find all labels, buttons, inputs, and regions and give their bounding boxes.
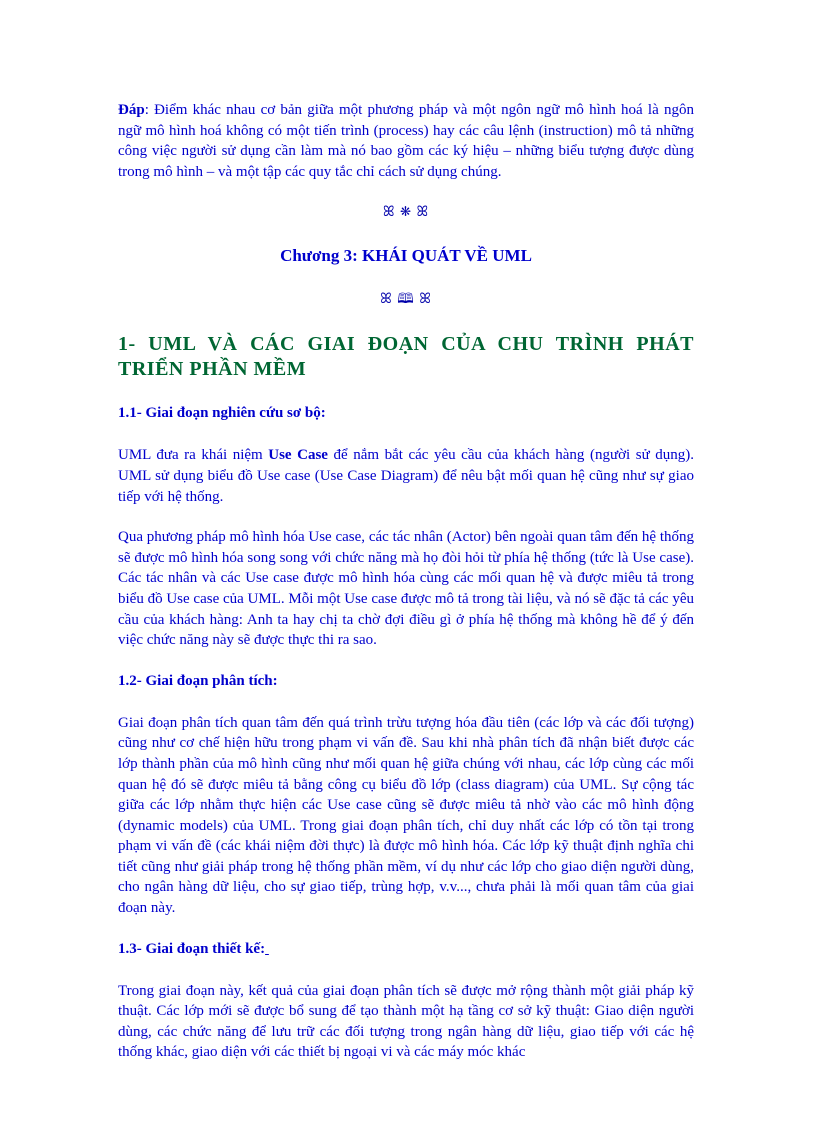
- document-page: [118, 100, 694, 1063]
- paragraph-text: để nắm bắt các yêu cầu của khách hàng (người sử dụng). UML sử dụng biểu đồ Use case (Use Case Diagram) để nêu bật mối quan hệ cũng như sự giao tiếp với hệ thống.: [118, 447, 694, 505]
- underline-mark: [265, 941, 269, 957]
- paragraph-analysis: Giai đoạn phân tích quan tâm đến quá trình trừu tượng hóa đầu tiên (các lớp và các đối tượng) cũng như cơ chế hiện hữu trong phạm vi vấn đề. Sau khi nhà phân tích đã nhận biết được các lớp thành phần của mô hình cũng như mối quan hệ giữa chúng với nhau, các lớp cùng các mối quan hệ đó sẽ được miêu tả bằng công cụ biểu đồ lớp (class diagram) của UML. Sự cộng tác giữa các lớp nhằm thực hiện các Use case cũng sẽ được miêu tả nhờ vào các mô hình động (dynamic models) của UML. Trong giai đoạn phân tích, chỉ duy nhất các lớp có tồn tại trong phạm vi vấn đề (các khái niệm đời thực) là được mô hình hóa. Các lớp kỹ thuật định nghĩa chi tiết cũng như giải pháp trong hệ thống phần mềm, ví dụ như các lớp cho giao diện người dùng, cho ngân hàng dữ liệu, cho sự giao tiếp, trùng hợp, v.v..., chưa phải là mối quan tâm của giai đoạn này.: [118, 714, 694, 917]
- ornament-divider: ꕤ ❋ ꕤ: [382, 205, 430, 221]
- paragraph-use-case-modeling: Qua phương pháp mô hình hóa Use case, các tác nhân (Actor) bên ngoài quan tâm đến hệ thống sẽ được mô hình hóa song song với chức năng mà họ đòi hỏi từ phía hệ thống (tức là Use case). Các tác nhân và các Use case được mô hình hóa cùng các mối quan hệ và được miêu tả trong biểu đồ Use case của UML. Mỗi một Use case được mô tả trong tài liệu, và nó sẽ đặc tả các yêu cầu của khách hàng: Anh ta hay chị ta chờ đợi điều gì ở phía hệ thống mà không hề để ý đến việc chức năng này sẽ được thực thi ra sao.: [118, 529, 694, 649]
- paragraph-design: Trong giai đoạn này, kết quả của giai đoạn phân tích sẽ được mở rộng thành một giải pháp kỹ thuật. Các lớp mới sẽ được bổ sung để tạo thành một hạ tầng cơ sở kỹ thuật: Giao diện người dùng, các chức năng để lưu trữ các đối tượng trong ngân hàng dữ liệu, giao tiếp với các hệ thống khác, giao diện với các thiết bị ngoại vi và các máy móc khác: [118, 982, 694, 1061]
- section-title: 1- UML VÀ CÁC GIAI ĐOẠN CỦA CHU TRÌNH PHÁT TRIỂN PHẦN MỀM: [118, 333, 694, 381]
- answer-paragraph: [118, 100, 694, 182]
- subsection-title-1-1: 1.1- Giai đoạn nghiên cứu sơ bộ:: [118, 405, 326, 422]
- paragraph-use-case-intro: [118, 445, 694, 507]
- subsection-title-1-3: [118, 941, 694, 958]
- use-case-term: Use Case: [268, 447, 328, 464]
- chapter-title: Chương 3: KHÁI QUÁT VỀ UML: [280, 246, 532, 266]
- answer-text: : Điểm khác nhau cơ bản giữa một phương pháp và một ngôn ngữ mô hình hoá là ngôn ngữ mô hình hoá không có một tiến trình (process) hay các câu lệnh (instruction) mô tả những công việc người sử dụng cần làm mà nó bao gồm các ký hiệu – những biểu tượng được dùng trong mô hình – và một tập các quy tắc chỉ cách sử dụng chúng.: [118, 102, 694, 180]
- subsection-title-text: 1.3- Giai đoạn thiết kế:: [118, 940, 266, 957]
- answer-label: Đáp: [118, 102, 145, 118]
- book-ornament-divider: ꕤ 🕮 ꕤ: [380, 292, 432, 308]
- paragraph-text: UML đưa ra khái niệm: [118, 447, 269, 464]
- subsection-title-1-2: 1.2- Giai đoạn phân tích:: [118, 672, 278, 689]
